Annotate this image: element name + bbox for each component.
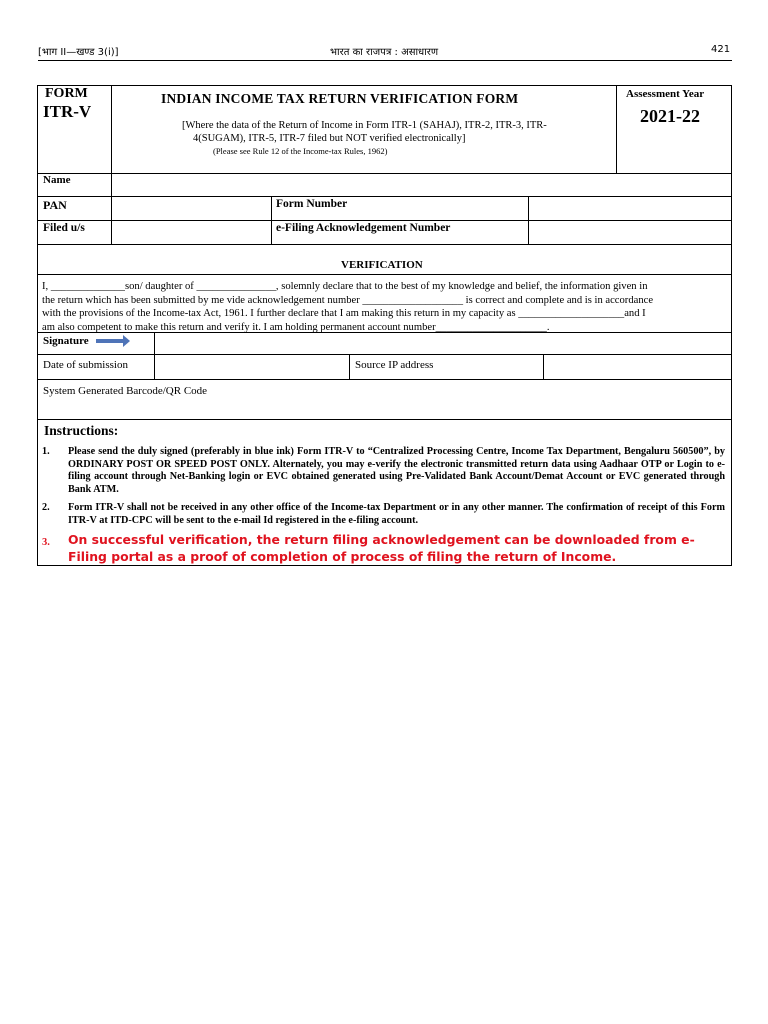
form-subtitle-note: (Please see Rule 12 of the Income-tax Rules, 1962) xyxy=(213,146,388,156)
divider xyxy=(616,85,617,173)
page-number: 421 xyxy=(711,44,731,55)
signature-label: Signature xyxy=(43,335,89,347)
name-field[interactable] xyxy=(112,174,731,195)
form-subtitle-line1: [Where the data of the Return of Income in Form ITR-1 (SAHAJ), ITR-2, ITR-3, ITR- xyxy=(182,120,547,131)
declaration-line: with the provisions of the Income-tax Act, 1961. I further declare that I am making this return in my capacity as ____________________and I xyxy=(42,308,646,320)
assessment-year-value: 2021-22 xyxy=(640,106,700,126)
divider xyxy=(349,354,350,379)
pan-label: PAN xyxy=(43,198,67,212)
ack-number-field[interactable] xyxy=(529,221,731,243)
signature-field[interactable] xyxy=(155,333,731,354)
pan-field[interactable] xyxy=(112,197,270,219)
form-title: INDIAN INCOME TAX RETURN VERIFICATION FORM xyxy=(161,91,519,106)
form-subtitle-line2: 4(SUGAM), ITR-5, ITR-7 filed but NOT verified electronically] xyxy=(193,133,466,144)
instruction-text: Please send the duly signed (preferably in blue ink) Form ITR-V to “Centralized Processing Centre, Income Tax Department, Bengaluru 560500”, by ORDINARY POST OR SPEED POST ONLY. Alternately, you may e-verify the electronic transmitted return data using Aadhaar OTP or Login to e-filing account through Net-Banking login or EVC obtained generated using Pre-Validated Bank Account/Demat Account or EVC generated through Bank ATM. xyxy=(68,446,725,495)
form-code: ITR-V xyxy=(43,102,92,121)
form-label: FORM xyxy=(45,86,88,101)
instruction-number: 3. xyxy=(42,537,50,548)
instructions-heading: Instructions: xyxy=(44,423,119,438)
header-divider xyxy=(38,60,732,61)
instruction-item xyxy=(42,446,725,496)
divider xyxy=(111,85,112,173)
divider xyxy=(271,196,272,244)
instruction-item xyxy=(42,502,725,527)
divider xyxy=(37,274,732,275)
declaration-line: the return which has been submitted by me vide acknowledgement number ___________________ is correct and complete and is in accordance xyxy=(42,294,654,306)
declaration-line: am also competent to make this return and verify it. I am holding permanent account number_____________________. xyxy=(42,321,550,333)
instruction-text: Form ITR-V shall not be received in any other office of the Income-tax Department or in any other manner. The confirmation of receipt of this Form ITR-V at ITD-CPC will be sent to the e-mail Id registered in the e-filing account. xyxy=(68,502,725,526)
form-number-field[interactable] xyxy=(529,197,731,219)
barcode-label: System Generated Barcode/QR Code xyxy=(43,385,208,397)
page-header-section: [भाग II—खण्ड 3(i)] xyxy=(38,47,119,58)
date-of-submission-field[interactable] xyxy=(155,355,348,378)
assessment-year-label: Assessment Year xyxy=(626,88,705,100)
date-of-submission-label: Date of submission xyxy=(43,359,128,371)
declaration-line: I, ______________son/ daughter of _______________, solemnly declare that to the best of my knowledge and belief, the information given in xyxy=(42,281,648,292)
filed-us-label: Filed u/s xyxy=(43,222,85,234)
divider xyxy=(37,244,732,245)
instruction-number: 2. xyxy=(42,502,50,513)
filed-us-field[interactable] xyxy=(112,221,270,243)
declaration-text xyxy=(42,280,716,334)
instruction-item xyxy=(42,532,725,565)
divider xyxy=(37,379,732,380)
instruction-number: 1. xyxy=(42,446,50,457)
arrow-right-icon xyxy=(96,339,124,343)
page-header-title: भारत का राजपत्र : असाधारण xyxy=(330,47,439,58)
source-ip-field[interactable] xyxy=(544,355,731,378)
form-number-label: Form Number xyxy=(276,198,348,210)
instruction-text: On successful verification, the return filing acknowledgement can be downloaded from e-Filing portal as a proof of completion of process of filing the return of Income. xyxy=(68,532,695,564)
divider xyxy=(37,419,732,420)
ack-number-label: e-Filing Acknowledgement Number xyxy=(276,222,451,234)
name-label: Name xyxy=(43,174,71,186)
verification-heading: VERIFICATION xyxy=(341,259,423,271)
source-ip-label: Source IP address xyxy=(355,359,434,371)
